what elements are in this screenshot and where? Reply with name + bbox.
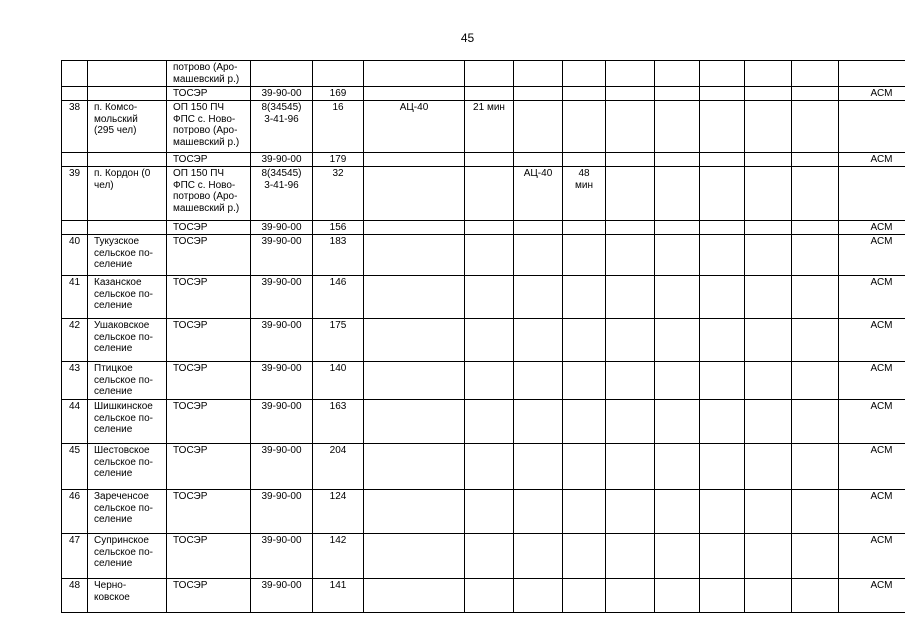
table-cell <box>514 61 563 87</box>
table-cell: 8(34545) 3-41-96 <box>251 167 313 221</box>
table-cell: ТОСЭР <box>167 490 251 534</box>
table-cell <box>563 579 606 613</box>
table-cell <box>563 235 606 276</box>
table-cell <box>606 534 655 579</box>
table-cell: Тукузское сельское по- селение <box>88 235 167 276</box>
table-cell <box>62 153 88 167</box>
table-cell: ТОСЭР <box>167 221 251 235</box>
table-cell <box>655 319 700 362</box>
table-cell <box>606 221 655 235</box>
table-cell <box>700 61 745 87</box>
table-cell <box>655 167 700 221</box>
table-cell: 40 <box>62 235 88 276</box>
table-cell: ОП 150 ПЧ ФПС с. Ново- потрово (Аро- машевский р.) <box>167 101 251 153</box>
table-cell <box>606 167 655 221</box>
table-cell: 163 <box>313 400 364 444</box>
table-cell <box>792 61 839 87</box>
table-cell <box>563 534 606 579</box>
table-cell <box>364 276 465 319</box>
table-cell <box>655 221 700 235</box>
table-cell: 39-90-00 <box>251 579 313 613</box>
table-cell <box>514 534 563 579</box>
table-cell <box>563 221 606 235</box>
table-cell: 48 мин <box>563 167 606 221</box>
table-cell <box>792 235 839 276</box>
table-cell <box>700 235 745 276</box>
table-cell <box>563 400 606 444</box>
table-cell: 156 <box>313 221 364 235</box>
table-cell: 39-90-00 <box>251 87 313 101</box>
table-cell: 142 <box>313 534 364 579</box>
table-cell <box>364 579 465 613</box>
table-cell: АСМ <box>839 362 905 400</box>
table-cell: п. Кордон (0 чел) <box>88 167 167 221</box>
table-cell <box>655 276 700 319</box>
table-cell <box>745 319 792 362</box>
table-cell <box>792 276 839 319</box>
table-cell <box>62 61 88 87</box>
table-cell <box>364 319 465 362</box>
table-cell: 39-90-00 <box>251 444 313 490</box>
table-cell <box>655 87 700 101</box>
table-cell <box>792 319 839 362</box>
table-cell <box>655 362 700 400</box>
table-cell: 43 <box>62 362 88 400</box>
table-row <box>62 362 905 400</box>
table-cell <box>465 579 514 613</box>
table-cell: АСМ <box>839 490 905 534</box>
table-cell: Супринское сельское по- селение <box>88 534 167 579</box>
table-cell <box>563 362 606 400</box>
table-cell: АСМ <box>839 534 905 579</box>
table-cell <box>655 534 700 579</box>
table-cell <box>88 87 167 101</box>
table-cell: АСМ <box>839 579 905 613</box>
table-row <box>62 153 905 167</box>
table-cell <box>364 153 465 167</box>
table-cell <box>792 579 839 613</box>
table-cell <box>514 319 563 362</box>
table-cell <box>655 579 700 613</box>
table-cell <box>563 276 606 319</box>
table-cell <box>700 153 745 167</box>
table-cell <box>514 444 563 490</box>
table-cell: 39 <box>62 167 88 221</box>
table-cell <box>745 235 792 276</box>
table-cell: Птицкое сельское по- селение <box>88 362 167 400</box>
table-cell <box>514 221 563 235</box>
table-cell <box>465 61 514 87</box>
table-cell <box>364 235 465 276</box>
fire-service-table <box>61 60 905 613</box>
table-cell: ТОСЭР <box>167 534 251 579</box>
table-cell <box>839 101 905 153</box>
table-cell: 32 <box>313 167 364 221</box>
table-cell <box>700 579 745 613</box>
table-row <box>62 235 905 276</box>
table-cell <box>745 167 792 221</box>
table-cell: 46 <box>62 490 88 534</box>
table-cell: ТОСЭР <box>167 319 251 362</box>
table-row <box>62 87 905 101</box>
table-cell <box>745 87 792 101</box>
table-cell <box>563 87 606 101</box>
table-cell <box>606 87 655 101</box>
table-cell: 44 <box>62 400 88 444</box>
table-cell <box>655 153 700 167</box>
table-cell <box>514 101 563 153</box>
table-cell: ТОСЭР <box>167 400 251 444</box>
table-cell <box>655 61 700 87</box>
table-cell: ОП 150 ПЧ ФПС с. Ново- потрово (Аро- машевский р.) <box>167 167 251 221</box>
table-cell <box>792 490 839 534</box>
table-cell <box>792 153 839 167</box>
table-cell <box>465 153 514 167</box>
table-cell <box>700 400 745 444</box>
table-cell <box>88 221 167 235</box>
table-cell <box>745 276 792 319</box>
table-cell: 140 <box>313 362 364 400</box>
table-row <box>62 400 905 444</box>
table-cell <box>839 167 905 221</box>
table-cell <box>465 319 514 362</box>
table-cell: 141 <box>313 579 364 613</box>
table-cell: 39-90-00 <box>251 319 313 362</box>
table-cell <box>465 276 514 319</box>
table-cell <box>606 235 655 276</box>
table-cell <box>792 221 839 235</box>
table-cell <box>700 319 745 362</box>
table-cell <box>745 579 792 613</box>
table-cell <box>465 221 514 235</box>
table-cell <box>313 61 364 87</box>
table-cell <box>465 534 514 579</box>
table-cell: 39-90-00 <box>251 235 313 276</box>
table-cell <box>655 400 700 444</box>
table-cell <box>88 153 167 167</box>
table-cell <box>745 221 792 235</box>
table-cell: АСМ <box>839 235 905 276</box>
table-cell <box>700 101 745 153</box>
table-cell <box>364 221 465 235</box>
table-cell <box>655 235 700 276</box>
table-cell <box>792 167 839 221</box>
table-cell <box>606 400 655 444</box>
table-cell: ТОСЭР <box>167 444 251 490</box>
table-cell: 175 <box>313 319 364 362</box>
table-cell <box>606 101 655 153</box>
table-cell <box>745 101 792 153</box>
table-cell: 42 <box>62 319 88 362</box>
table-cell <box>700 444 745 490</box>
table-cell: АСМ <box>839 153 905 167</box>
table-cell: АСМ <box>839 400 905 444</box>
table-cell <box>563 444 606 490</box>
table-row <box>62 101 905 153</box>
table-cell: Ушаковское сельское по- селение <box>88 319 167 362</box>
table-cell: 41 <box>62 276 88 319</box>
table-cell: 38 <box>62 101 88 153</box>
table-cell <box>792 400 839 444</box>
table-cell: АСМ <box>839 87 905 101</box>
table-cell <box>700 362 745 400</box>
table-cell <box>563 101 606 153</box>
table-cell <box>700 167 745 221</box>
table-cell <box>792 87 839 101</box>
table-cell <box>465 400 514 444</box>
table-cell <box>745 400 792 444</box>
table-cell: ТОСЭР <box>167 87 251 101</box>
table-cell: 47 <box>62 534 88 579</box>
table-row <box>62 579 905 613</box>
table-cell <box>745 61 792 87</box>
table-cell <box>563 61 606 87</box>
table-cell <box>364 400 465 444</box>
table-row <box>62 534 905 579</box>
table-cell <box>514 490 563 534</box>
table-cell <box>700 87 745 101</box>
table-cell <box>465 87 514 101</box>
table-cell <box>745 444 792 490</box>
table-row <box>62 490 905 534</box>
table-cell <box>465 444 514 490</box>
table-cell <box>514 400 563 444</box>
table-cell <box>700 221 745 235</box>
table-cell <box>563 319 606 362</box>
table-cell: ТОСЭР <box>167 579 251 613</box>
table-cell <box>606 319 655 362</box>
table-cell <box>745 153 792 167</box>
table-cell <box>745 490 792 534</box>
table-cell <box>792 444 839 490</box>
table-cell <box>364 534 465 579</box>
table-cell: 39-90-00 <box>251 400 313 444</box>
table-cell <box>745 534 792 579</box>
table-cell <box>364 167 465 221</box>
table-cell: 146 <box>313 276 364 319</box>
table-cell: 21 мин <box>465 101 514 153</box>
table-cell <box>88 61 167 87</box>
table-row <box>62 167 905 221</box>
table-cell <box>364 490 465 534</box>
table-cell: ТОСЭР <box>167 235 251 276</box>
table-cell: ТОСЭР <box>167 362 251 400</box>
table-cell <box>563 490 606 534</box>
table-cell <box>62 221 88 235</box>
table-cell: 48 <box>62 579 88 613</box>
table-cell <box>364 444 465 490</box>
table-cell <box>364 61 465 87</box>
table-cell <box>251 61 313 87</box>
table-row <box>62 444 905 490</box>
table-cell: АСМ <box>839 319 905 362</box>
table-cell <box>606 362 655 400</box>
table-cell: 39-90-00 <box>251 534 313 579</box>
table-row <box>62 61 905 87</box>
table-cell <box>563 153 606 167</box>
table-cell <box>465 362 514 400</box>
table-cell <box>792 101 839 153</box>
table-cell: 45 <box>62 444 88 490</box>
table-cell <box>514 362 563 400</box>
table-cell <box>745 362 792 400</box>
table-cell <box>514 235 563 276</box>
table-cell <box>655 490 700 534</box>
table-cell <box>606 490 655 534</box>
table-cell <box>700 534 745 579</box>
table-cell: Казанское сельское по- селение <box>88 276 167 319</box>
table-cell <box>62 87 88 101</box>
table-cell: АСМ <box>839 221 905 235</box>
table-body <box>62 61 905 613</box>
table-cell: Зареченсое сельское по- селение <box>88 490 167 534</box>
table-cell: 39-90-00 <box>251 153 313 167</box>
table-cell: 183 <box>313 235 364 276</box>
table-cell <box>465 490 514 534</box>
table-cell: 169 <box>313 87 364 101</box>
table-cell: 16 <box>313 101 364 153</box>
table-cell <box>514 579 563 613</box>
table-cell: ТОСЭР <box>167 276 251 319</box>
table-cell: АСМ <box>839 444 905 490</box>
table-cell: Шестовское сельское по- селение <box>88 444 167 490</box>
table-cell: Черно- ковское <box>88 579 167 613</box>
table-cell <box>364 87 465 101</box>
table-row <box>62 276 905 319</box>
table-cell: Шишкинское сельское по- селение <box>88 400 167 444</box>
table-cell <box>606 444 655 490</box>
table-cell <box>465 167 514 221</box>
table-cell <box>655 444 700 490</box>
table-cell <box>514 276 563 319</box>
table-cell: 39-90-00 <box>251 362 313 400</box>
table-cell <box>606 579 655 613</box>
table-cell <box>792 362 839 400</box>
table-cell: АСМ <box>839 276 905 319</box>
table-cell <box>364 362 465 400</box>
table-cell: п. Комсо- мольский (295 чел) <box>88 101 167 153</box>
table-row <box>62 319 905 362</box>
table-cell <box>655 101 700 153</box>
table-cell: потрово (Аро- машевский р.) <box>167 61 251 87</box>
table-row <box>62 221 905 235</box>
table-cell: 204 <box>313 444 364 490</box>
table-cell: АЦ-40 <box>514 167 563 221</box>
table-cell <box>700 490 745 534</box>
table-cell: 39-90-00 <box>251 490 313 534</box>
table-cell <box>700 276 745 319</box>
table-cell <box>606 276 655 319</box>
table-cell <box>606 153 655 167</box>
table-cell <box>606 61 655 87</box>
table-cell: АЦ-40 <box>364 101 465 153</box>
table-cell: 124 <box>313 490 364 534</box>
table-cell: ТОСЭР <box>167 153 251 167</box>
table-cell <box>792 534 839 579</box>
table-cell <box>514 153 563 167</box>
table-cell <box>839 61 905 87</box>
table-cell <box>465 235 514 276</box>
table-cell: 179 <box>313 153 364 167</box>
page-number: 45 <box>460 31 475 45</box>
table-cell: 39-90-00 <box>251 276 313 319</box>
table-cell: 39-90-00 <box>251 221 313 235</box>
table-cell: 8(34545) 3-41-96 <box>251 101 313 153</box>
table-cell <box>514 87 563 101</box>
